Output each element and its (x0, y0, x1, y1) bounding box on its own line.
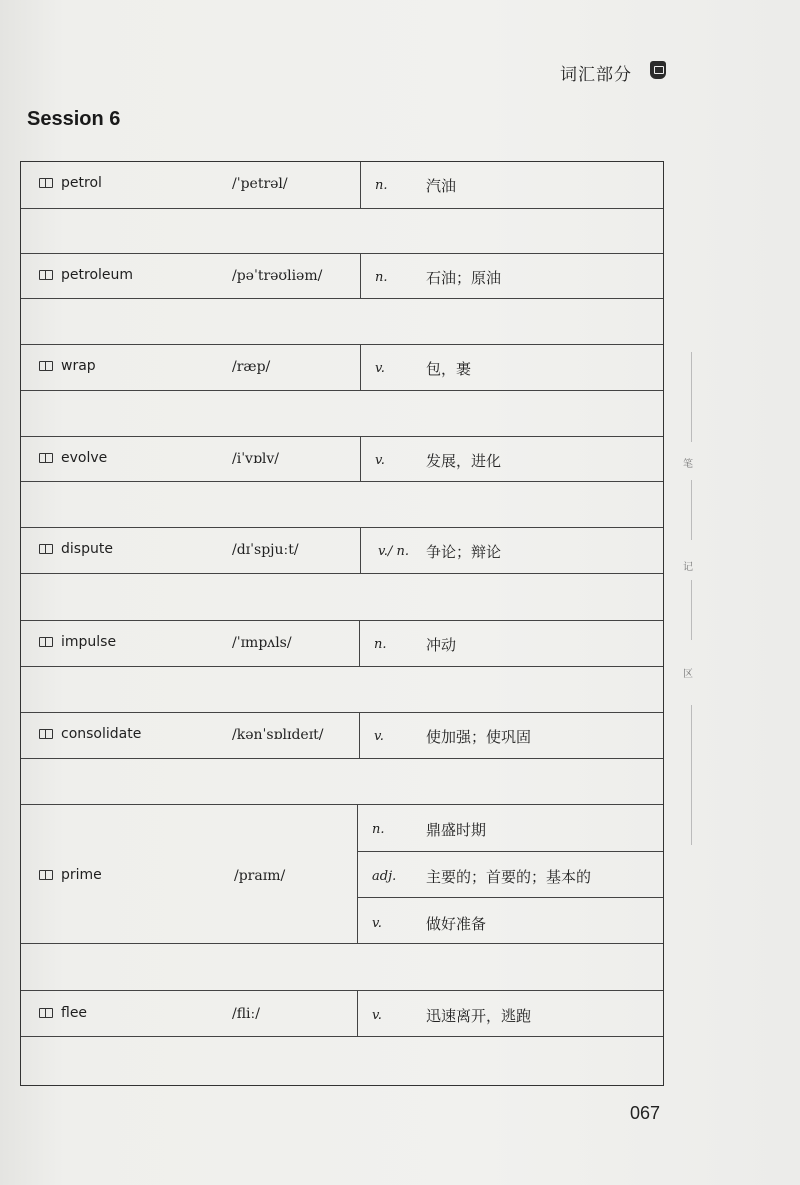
meaning: 迅速离开，逃跑 (426, 1007, 532, 1025)
margin-divider (691, 705, 692, 845)
note-blank-row (21, 758, 663, 805)
table-row-flee (21, 990, 663, 1037)
meaning: 主要的；首要的；基本的 (426, 868, 592, 886)
phonetic: /praɪm/ (234, 868, 286, 884)
section-header-title: 词汇部分 (560, 65, 632, 85)
note-blank-row (21, 208, 663, 254)
word: dispute (61, 541, 113, 557)
margin-divider (691, 352, 692, 442)
phonetic: /fliː/ (232, 1006, 260, 1022)
book-icon (39, 1008, 53, 1018)
note-blank-row (21, 390, 663, 437)
meaning: 冲动 (426, 636, 457, 654)
note-blank-row (21, 666, 663, 713)
phonetic: /dɪˈspjuːt/ (232, 542, 299, 558)
margin-note-char: 区 (683, 669, 693, 680)
table-row-petroleum (21, 253, 663, 299)
word: wrap (61, 358, 96, 374)
meaning: 争论；辩论 (426, 543, 502, 561)
part-of-speech: v./ n. (378, 544, 409, 559)
book-icon (39, 729, 53, 739)
part-of-speech: n. (374, 637, 387, 652)
word: flee (61, 1005, 88, 1021)
margin-note-char: 记 (683, 562, 693, 573)
word: impulse (61, 634, 117, 650)
word: evolve (61, 450, 108, 466)
phonetic: /ˈpetrəl/ (232, 176, 288, 192)
session-title: Session 6 (27, 108, 121, 130)
part-of-speech: n. (375, 270, 388, 285)
word: petroleum (61, 267, 134, 283)
table-row-wrap (21, 344, 663, 391)
meaning: 汽油 (426, 177, 457, 195)
note-blank-row (21, 573, 663, 621)
meaning: 石油；原油 (426, 269, 502, 287)
note-blank-row (21, 943, 663, 991)
word: consolidate (61, 726, 142, 742)
part-of-speech: n. (375, 178, 388, 193)
meaning: 包，裹 (426, 360, 472, 378)
book-icon (39, 637, 53, 647)
note-blank-row (21, 1036, 663, 1085)
book-mark-icon (650, 61, 666, 79)
table-row-petrol (21, 162, 663, 208)
vocabulary-table (20, 161, 664, 1086)
part-of-speech: adj. (372, 869, 397, 884)
meaning: 使加强；使巩固 (426, 728, 532, 746)
meaning: 发展，进化 (426, 452, 502, 470)
part-of-speech: v. (372, 1008, 382, 1023)
phonetic: /ræp/ (232, 359, 271, 375)
phonetic: /kənˈsɒlɪdeɪt/ (232, 727, 324, 743)
book-icon (39, 870, 53, 880)
table-row-consolidate (21, 712, 663, 759)
meaning: 做好准备 (426, 915, 487, 933)
word: prime (61, 867, 102, 883)
book-icon (39, 178, 53, 188)
table-row-evolve (21, 436, 663, 482)
book-icon (39, 270, 53, 280)
part-of-speech: v. (375, 361, 385, 376)
table-row-impulse (21, 620, 663, 667)
word: petrol (61, 175, 102, 191)
margin-note-char: 笔 (683, 459, 693, 470)
part-of-speech: v. (375, 453, 385, 468)
book-icon (39, 453, 53, 463)
table-row-dispute (21, 527, 663, 574)
meaning: 鼎盛时期 (426, 821, 487, 839)
phonetic: /iˈvɒlv/ (232, 451, 280, 467)
part-of-speech: v. (374, 729, 384, 744)
phonetic: /ˈɪmpʌls/ (232, 635, 292, 651)
part-of-speech: v. (372, 916, 382, 931)
note-blank-row (21, 481, 663, 528)
book-icon (39, 361, 53, 371)
page-number: 067 (630, 1103, 661, 1123)
phonetic: /pəˈtrəʊliəm/ (232, 268, 323, 284)
book-icon (39, 544, 53, 554)
table-row-prime (21, 804, 663, 944)
note-blank-row (21, 298, 663, 345)
part-of-speech: n. (372, 822, 385, 837)
margin-divider (691, 580, 692, 640)
margin-divider (691, 480, 692, 540)
